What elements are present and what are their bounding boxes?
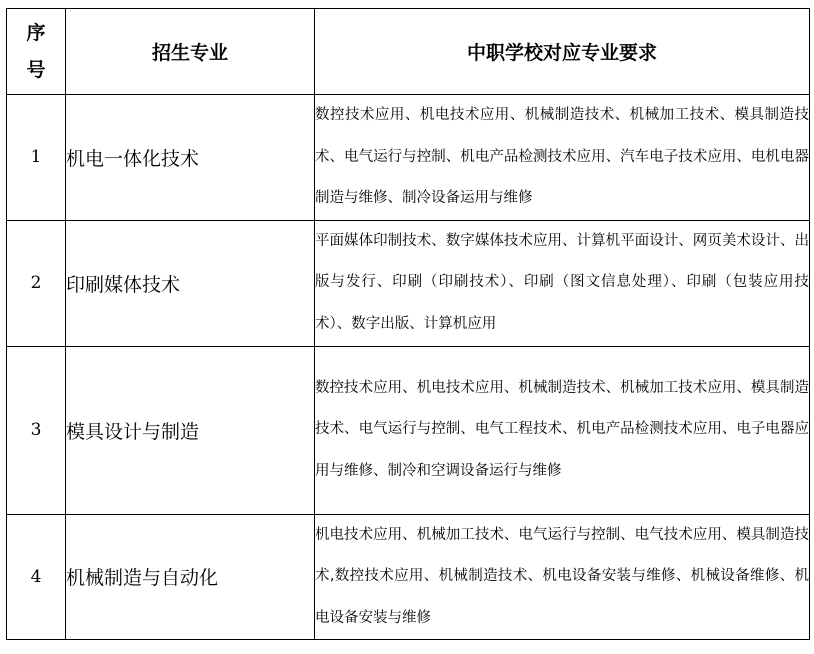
row-major: 机械制造与自动化 xyxy=(66,514,315,640)
row-number: 1 xyxy=(7,95,66,221)
row-major: 模具设计与制造 xyxy=(66,346,315,514)
table-row xyxy=(7,95,810,221)
row-requirement: 数控技术应用、机电技术应用、机械制造技术、机械加工技术应用、模具制造技术、电气运行与控制、电气工程技术、机电产品检测技术应用、电子电器应用与维修、制冷和空调设备运行与维修 xyxy=(315,346,810,514)
majors-requirements-table xyxy=(6,8,810,640)
row-number: 3 xyxy=(7,346,66,514)
header-row xyxy=(7,9,810,95)
row-requirement: 机电技术应用、机械加工技术、电气运行与控制、电气技术应用、模具制造技术,数控技术应用、机械制造技术、机电设备安装与维修、机械设备维修、机电设备安装与维修 xyxy=(315,514,810,640)
row-major: 机电一体化技术 xyxy=(66,95,315,221)
table-row xyxy=(7,514,810,640)
row-major: 印刷媒体技术 xyxy=(66,220,315,346)
row-requirement: 数控技术应用、机电技术应用、机械制造技术、机械加工技术、模具制造技术、电气运行与控制、机电产品检测技术应用、汽车电子技术应用、电机电器制造与维修、制冷设备运用与维修 xyxy=(315,95,810,221)
row-requirement: 平面媒体印制技术、数字媒体技术应用、计算机平面设计、网页美术设计、出版与发行、印刷（印刷技术）、印刷（图文信息处理）、印刷（包装应用技术）、数字出版、计算机应用 xyxy=(315,220,810,346)
header-serial-number-line2: 号 xyxy=(26,58,46,81)
header-serial-number-line1: 序 xyxy=(26,21,46,44)
header-vocational-requirement: 中职学校对应专业要求 xyxy=(315,9,810,95)
table-row xyxy=(7,220,810,346)
header-enrollment-major: 招生专业 xyxy=(66,9,315,95)
table-row xyxy=(7,346,810,514)
row-number: 2 xyxy=(7,220,66,346)
header-serial-number xyxy=(7,9,66,95)
row-number: 4 xyxy=(7,514,66,640)
